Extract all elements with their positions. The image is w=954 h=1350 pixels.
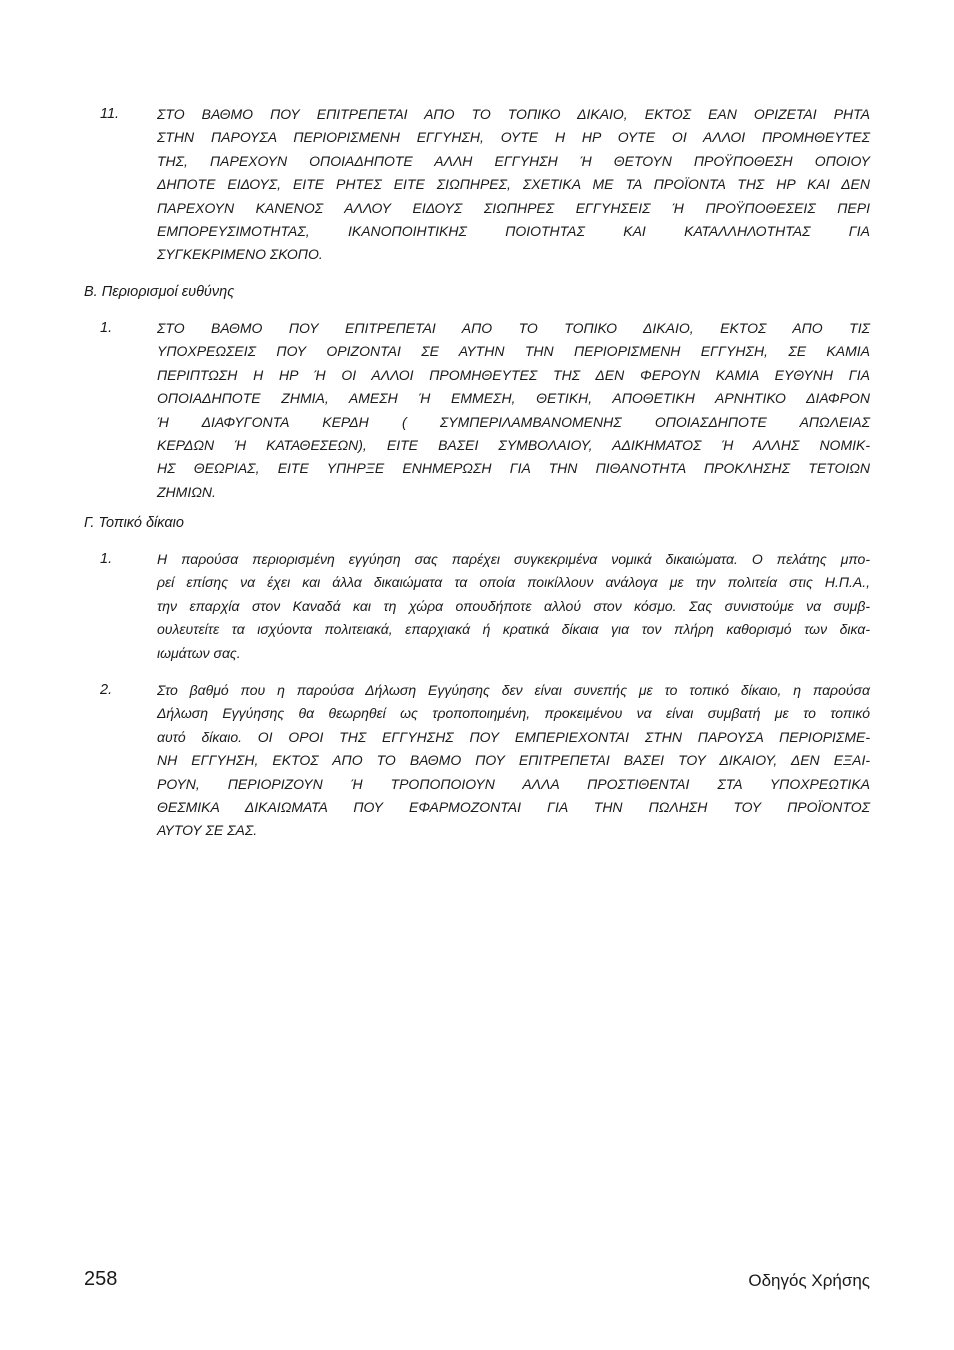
text-line: αυτό δίκαιο. ΟΙ ΟΡΟΙ ΤΗΣ ΕΓΓΥΗΣΗΣ ΠΟΥ ΕΜΠΕΡΙΕΧΟΝΤΑΙ ΣΤΗΝ ΠΑΡΟΥΣΑ ΠΕΡΙΟΡΙΣΜΕ- xyxy=(157,728,870,745)
text-line: την επαρχία στον Καναδά και τη χώρα οπουδήποτε αλλού στον κόσμο. Σας συνιστούμε να συμβ- xyxy=(157,597,870,614)
section-heading: Γ. Τοπικό δίκαιο xyxy=(84,515,184,531)
text-line: ΕΜΠΟΡΕΥΣΙΜΟΤΗΤΑΣ, ΙΚΑΝΟΠΟΙΗΤΙΚΗΣ ΠΟΙΟΤΗΤΑΣ ΚΑΙ ΚΑΤΑΛΛΗΛΟΤΗΤΑΣ ΓΙΑ xyxy=(157,222,870,239)
text-line: ΟΠΟΙΑΔΗΠΟΤΕ ΖΗΜΙΑ, ΑΜΕΣΗ Ή ΕΜΜΕΣΗ, ΘΕΤΙΚΗ, ΑΠΟΘΕΤΙΚΗ ΑΡΝΗΤΙΚΟ ΔΙΑΦΡΟΝ xyxy=(157,390,870,407)
text-line: ΖΗΜΙΩΝ. xyxy=(157,483,216,500)
text-line: ΠΕΡΙΠΤΩΣΗ Η HP Ή ΟΙ ΑΛΛΟΙ ΠΡΟΜΗΘΕΥΤΕΣ ΤΗΣ ΔΕΝ ΦΕΡΟΥΝ ΚΑΜΙΑ ΕΥΘΥΝΗ ΓΙΑ xyxy=(157,366,870,383)
text-line: ΑΥΤΟΥ ΣΕ ΣΑΣ. xyxy=(157,822,258,839)
text-line: Στο βαθμό που η παρούσα Δήλωση Εγγύησης δεν είναι συνεπής με το τοπικό δίκαιο, η παρούσα xyxy=(157,682,870,698)
text-line: ουλευτείτε τα ισχύοντα πολιτειακά, επαρχιακά ή κρατικά δίκαια για τον πλήρη καθορισμό των δικα- xyxy=(157,621,870,638)
page-number: 258 xyxy=(84,1268,118,1290)
text-line: ΠΑΡΕΧΟΥΝ ΚΑΝΕΝΟΣ ΑΛΛΟΥ ΕΙΔΟΥΣ ΣΙΩΠΗΡΕΣ ΕΓΓΥΗΣΕΙΣ Ή ΠΡΟΫΠΟΘΕΣΕΙΣ ΠΕΡΙ xyxy=(157,199,870,216)
item-number: 1. xyxy=(100,551,113,567)
item-text xyxy=(157,103,870,267)
item-number: 2. xyxy=(100,682,113,698)
text-line: Ή ΔΙΑΦΥΓΟΝΤΑ ΚΕΡΔΗ ( ΣΥΜΠΕΡΙΛΑΜΒΑΝΟΜΕΝΗΣ ΟΠΟΙΑΣΔΗΠΟΤΕ ΑΠΩΛΕΙΑΣ xyxy=(157,413,870,430)
item-number: 11. xyxy=(100,106,120,122)
text-line: ΣΤΟ ΒΑΘΜΟ ΠΟΥ ΕΠΙΤΡΕΠΕΤΑΙ ΑΠΟ ΤΟ ΤΟΠΙΚΟ ΔΙΚΑΙΟ, ΕΚΤΟΣ ΕΑΝ ΟΡΙΖΕΤΑΙ ΡΗΤΑ xyxy=(157,106,870,122)
text-line: ΡΟΥΝ, ΠΕΡΙΟΡΙΖΟΥΝ Ή ΤΡΟΠΟΠΟΙΟΥΝ ΑΛΛΑ ΠΡΟΣΤΙΘΕΝΤΑΙ ΣΤΑ ΥΠΟΧΡΕΩΤΙΚΑ xyxy=(157,775,870,792)
text-line: ΘΕΣΜΙΚΑ ΔΙΚΑΙΩΜΑΤΑ ΠΟΥ ΕΦΑΡΜΟΖΟΝΤΑΙ ΓΙΑ ΤΗΝ ΠΩΛΗΣΗ ΤΟΥ ΠΡΟΪΟΝΤΟΣ xyxy=(157,798,870,815)
item-text xyxy=(157,317,870,504)
text-line: ΥΠΟΧΡΕΩΣΕΙΣ ΠΟΥ ΟΡΙΖΟΝΤΑΙ ΣΕ ΑΥΤΗΝ ΤΗΝ ΠΕΡΙΟΡΙΣΜΕΝΗ ΕΓΓΥΗΣΗ, ΣΕ ΚΑΜΙΑ xyxy=(157,343,870,360)
item-text xyxy=(157,679,870,843)
item-text xyxy=(157,548,870,665)
footer-title: Οδηγός Χρήσης xyxy=(748,1271,870,1290)
text-line: ΣΤΗΝ ΠΑΡΟΥΣΑ ΠΕΡΙΟΡΙΣΜΕΝΗ ΕΓΓΥΗΣΗ, ΟΥΤΕ Η HP ΟΥΤΕ ΟΙ ΑΛΛΟΙ ΠΡΟΜΗΘΕΥΤΕΣ xyxy=(157,129,870,146)
text-line: ΚΕΡΔΩΝ Ή ΚΑΤΑΘΕΣΕΩΝ), ΕΙΤΕ ΒΑΣΕΙ ΣΥΜΒΟΛΑΙΟΥ, ΑΔΙΚΗΜΑΤΟΣ Ή ΑΛΛΗΣ ΝΟΜΙΚ- xyxy=(157,436,870,453)
text-line: ΗΣ ΘΕΩΡΙΑΣ, ΕΙΤΕ ΥΠΗΡΞΕ ΕΝΗΜΕΡΩΣΗ ΓΙΑ ΤΗΝ ΠΙΘΑΝΟΤΗΤΑ ΠΡΟΚΛΗΣΗΣ ΤΕΤΟΙΩΝ xyxy=(157,460,870,477)
item-number: 1. xyxy=(100,320,113,336)
text-line: ΔΗΠΟΤΕ ΕΙΔΟΥΣ, ΕΙΤΕ ΡΗΤΕΣ ΕΙΤΕ ΣΙΩΠΗΡΕΣ, ΣΧΕΤΙΚΑ ΜΕ ΤΑ ΠΡΟΪΟΝΤΑ ΤΗΣ HP ΚΑΙ ΔΕΝ xyxy=(157,176,870,193)
text-line: Η παρούσα περιορισμένη εγγύηση σας παρέχει συγκεκριμένα νομικά δικαιώματα. Ο πελάτης μπο- xyxy=(157,551,870,567)
text-line: ΣΤΟ ΒΑΘΜΟ ΠΟΥ ΕΠΙΤΡΕΠΕΤΑΙ ΑΠΟ ΤΟ ΤΟΠΙΚΟ ΔΙΚΑΙΟ, ΕΚΤΟΣ ΑΠΟ ΤΙΣ xyxy=(157,320,870,336)
text-line: ΣΥΓΚΕΚΡΙΜΕΝΟ ΣΚΟΠΟ. xyxy=(157,246,323,263)
text-line: ιωμάτων σας. xyxy=(157,644,241,661)
text-line: ΤΗΣ, ΠΑΡΕΧΟΥΝ ΟΠΟΙΑΔΗΠΟΤΕ ΑΛΛΗ ΕΓΓΥΗΣΗ Ή ΘΕΤΟΥΝ ΠΡΟΫΠΟΘΕΣΗ ΟΠΟΙΟΥ xyxy=(157,152,870,169)
text-line: Δήλωση Εγγύησης θα θεωρηθεί ως τροποποιημένη, προκειμένου να είναι συμβατή με το τοπικό xyxy=(157,705,870,722)
section-heading: Β. Περιορισμοί ευθύνης xyxy=(84,284,235,300)
text-line: ρεί επίσης να έχει και άλλα δικαιώματα τα οποία ποικίλλουν ανάλογα με την πολιτεία στις Η.Π.Α., xyxy=(157,574,870,591)
text-line: ΝΗ ΕΓΓΥΗΣΗ, ΕΚΤΟΣ ΑΠΟ ΤΟ ΒΑΘΜΟ ΠΟΥ ΕΠΙΤΡΕΠΕΤΑΙ ΒΑΣΕΙ ΤΟΥ ΔΙΚΑΙΟΥ, ΔΕΝ ΕΞΑΙ- xyxy=(157,752,870,769)
